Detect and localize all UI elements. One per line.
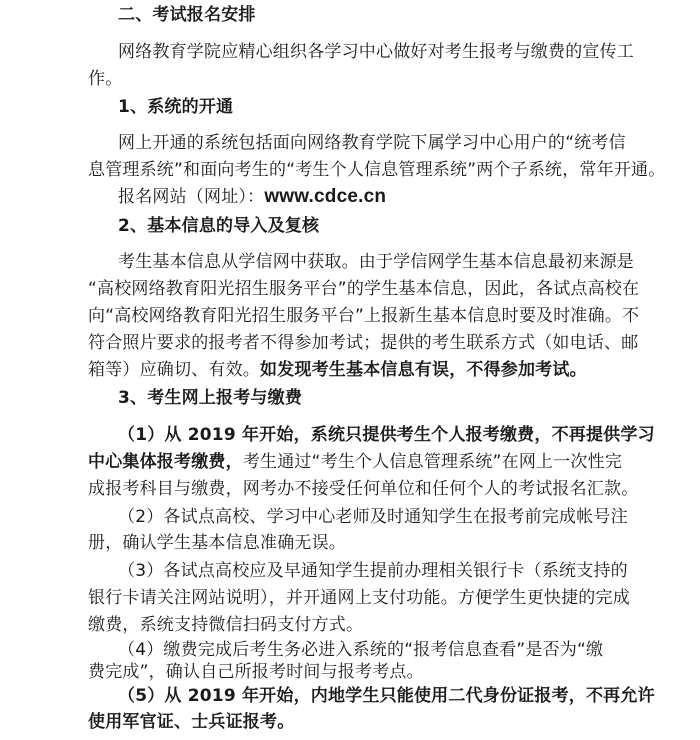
- section-heading-exam-registration: 二、考试报名安排: [118, 5, 256, 25]
- basic-info-line-2: “高校网络教育阳光招生服务平台”的学生基本信息，因此，各试点高校在: [88, 279, 640, 299]
- basic-info-line-1: 考生基本信息从学信网中获取。由于学信网学生基本信息最初来源是: [118, 252, 634, 272]
- subheading-online-registration: 3、考生网上报考与缴费: [118, 388, 303, 408]
- system-paragraph-line-1: 网上开通的系统包括面向网络教育学院下属学习中心用户的“统考信: [118, 133, 626, 153]
- item-2-line-2: 册，确认学生基本信息准确无误。: [88, 533, 346, 553]
- basic-info-line-4: 符合照片要求的报考者不得参加考试；提供的考生联系方式（如电话、邮: [88, 333, 639, 353]
- system-paragraph-line-2: 息管理系统”和面向考生的“考生个人信息管理系统”两个子系统，常年开通。: [88, 160, 666, 180]
- item-3-line-3: 缴费，系统支持微信扫码支付方式。: [88, 615, 364, 635]
- item-5-line-2: 使用军官证、士兵证报考。: [88, 712, 295, 732]
- subheading-system-opening: 1、系统的开通: [118, 97, 234, 117]
- intro-paragraph-line-1: 网络教育学院应精心组织各学习中心做好对考生报考与缴费的宣传工: [118, 42, 634, 62]
- item-4-line-2: 费完成”，确认自己所报考时间与报考考点。: [88, 662, 424, 682]
- basic-info-line-5-normal: 箱等）应确切、有效。: [88, 360, 260, 380]
- registration-site-url: www.cdce.cn: [264, 186, 387, 207]
- item-4-line-1: （4）缴费完成后考生务必进入系统的“报考信息查看”是否为“缴: [118, 640, 604, 660]
- basic-info-warning: 如发现考生基本信息有误，不得参加考试。: [260, 360, 587, 380]
- item-1-line-3: 成报考科目与缴费，网考办不接受任何单位和任何个人的考试报名汇款。: [88, 479, 639, 499]
- item-3-line-1: （3）各试点高校应及早通知学生提前办理相关银行卡（系统支持的: [118, 561, 628, 581]
- item-1-line-2-normal: 考生通过“考生个人信息管理系统”在网上一次性完: [242, 452, 623, 472]
- item-5-line-1: （5）从 2019 年开始，内地学生只能使用二代身份证报考，不再允许: [118, 686, 655, 706]
- item-1-line-2: [88, 450, 622, 474]
- basic-info-line-5: [88, 358, 587, 382]
- item-2-line-1: （2）各试点高校、学习中心老师及时通知学生在报考前完成帐号注: [118, 507, 628, 527]
- item-1-line-2-bold: 中心集体报考缴费，: [88, 452, 243, 472]
- registration-site-label: 报名网站（网址）：: [118, 187, 265, 207]
- intro-paragraph-line-2: 作。: [88, 69, 123, 89]
- item-3-line-2: 银行卡请关注网站说明），并开通网上支付功能。方便学生更快捷的完成: [88, 588, 630, 608]
- registration-site-line: [118, 185, 386, 209]
- subheading-basic-info: 2、基本信息的导入及复核: [118, 216, 320, 236]
- basic-info-line-3: 向“高校网络教育阳光招生服务平台”上报新生基本信息时要及时准确。不: [88, 306, 640, 326]
- item-1-line-1: （1）从 2019 年开始，系统只提供考生个人报考缴费，不再提供学习: [118, 425, 655, 445]
